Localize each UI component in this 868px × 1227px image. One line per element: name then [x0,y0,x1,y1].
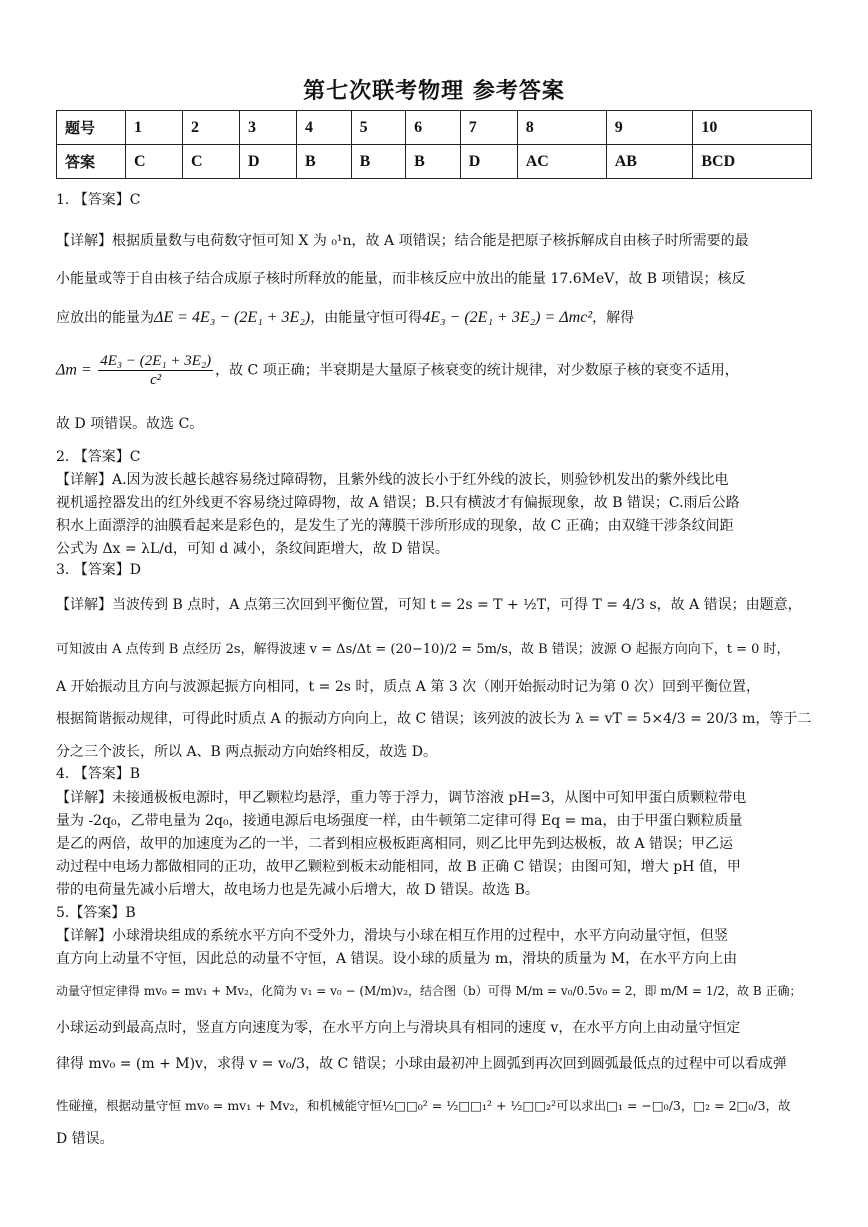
q1-line-4-text: ，故 C 项正确；半衰期是大量原子核衰变的统计规律，对少数原子核的衰变不适用， [215,362,739,379]
table-cell: 5 [351,111,406,145]
table-cell: B [351,145,406,179]
table-cell: 8 [517,111,606,145]
table-cell: 1 [126,111,183,145]
q1-line-3a: 应放出的能量为 [56,310,154,326]
q3-line-2: 可知波由 A 点传到 B 点经历 2s，解得波速 v = Δs/Δt = (20−10)/2 = 5m/s，故 B 错误；波源 O 起振方向向下，t = 0 时， [56,642,790,657]
q4-line-2: 量为 -2q₀，乙带电量为 2q₀，接通电源后电场强度一样，由牛顿第二定律可得 Eq = ma，由于甲蛋白颗粒质量 [56,813,743,829]
q5-line-2: 直方向上动量不守恒，因此总的动量不守恒，A 错误。设小球的质量为 m，滑块的质量为 M，在水平方向上由 [56,951,738,967]
q1-line-3b: ，由能量守恒可得 [310,310,423,326]
table-cell: C [126,145,183,179]
q1-line-3 [56,306,816,330]
q5-line-4: 小球运动到最高点时，竖直方向速度为零，在水平方向上与滑块具有相同的速度 v，在水平方向上由动量守恒定 [56,1020,741,1036]
q4-line-4: 动过程中电场力都做相同的正功，故甲乙颗粒到板末动能相同，故 B 正确 C 错误；由图可知，增大 pH 值，甲 [56,859,741,875]
table-cell: 10 [693,111,812,145]
q5-answer: 5.【答案】B [56,905,136,921]
q1-answer: 1. 【答案】C [56,192,141,208]
q5-line-1: 【详解】小球滑块组成的系统水平方向不受外力，滑块与小球在相互作用的过程中，水平方向动量守恒，但竖 [56,928,728,944]
table-cell: B [406,145,461,179]
answer-table [56,110,812,179]
q5-line-6: 性碰撞，根据动量守恒 mv₀ = mv₁ + Mv₂，和机械能守恒½□□₀² = ½□□₁² + ½□□₂²可以求出□₁ = −□₀/3，□₂ = 2□₀/3，故 [56,1098,791,1113]
q2-line-3: 积水上面漂浮的油膜看起来是彩色的，是发生了光的薄膜干涉所形成的现象，故 C 正确；由双缝干涉条纹间距 [56,518,734,534]
q4-line-1: 【详解】未接通极板电源时，甲乙颗粒均悬浮，重力等于浮力，调节溶液 pH=3，从图中可知甲蛋白质颗粒带电 [56,790,747,806]
q3-line-3: A 开始振动且方向与波源起振方向相同，t = 2s 时，质点 A 第 3 次（刚开始振动时记为第 0 次）回到平衡位置， [56,679,760,695]
answer-row [57,145,812,179]
q2-line-2: 视机遥控器发出的红外线更不容易绕过障碍物，故 A 错误；B.只有横波才有偏振现象，故 B 错误；C.雨后公路 [56,495,740,511]
table-cell: 题号 [57,111,126,145]
q2-answer: 2. 【答案】C [56,449,141,465]
table-cell: 2 [183,111,240,145]
table-cell: C [183,145,240,179]
page-title: 第七次联考物理 参考答案 [303,79,565,104]
q1-line-2-text: 小能量或等于自由核子结合成原子核时所释放的能量，而非核反应中放出的能量 17.6MeV，故 B 项错误；核反 [56,271,746,287]
fraction-numerator: 4E₃ − (2E₁ + 3E₂) [100,353,212,369]
table-cell: BCD [693,145,812,179]
question-number-row [57,111,812,145]
q4-line-3: 是乙的两倍，故甲的加速度为乙的一半，二者到相应极板距离相同，则乙比甲先到达极板，故 A 错误；甲乙运 [56,836,734,852]
q5-line-3: 动量守恒定律得 mv₀ = mv₁ + Mv₂，化简为 v₁ = v₀ − (M/m)v₂，结合图（b）可得 M/m = v₀/0.5v₀ = 2，即 m/M = 1/2，故 B 正确； [56,984,802,998]
table-cell: 7 [460,111,517,145]
q3-line-4: 根据简谐振动规律，可得此时质点 A 的振动方向向上，故 C 错误；该列波的波长为 λ = vT = 5×4/3 = 20/3 m，等于二 [56,711,812,727]
conservation-equation: 4E₃ − (2E₁ + 3E₂) = Δmc² [422,309,593,326]
q4-line-5: 带的电荷量先减小后增大，故电场力也是先减小后增大，故 D 错误。故选 B。 [56,882,539,898]
table-cell: 6 [406,111,461,145]
table-cell: D [240,145,297,179]
q1-line-4 [56,352,816,389]
table-cell: 3 [240,111,297,145]
q1-line-3c: ，解得 [592,310,635,326]
q2-line-1: 【详解】A.因为波长越长越容易绕过障碍物，且紫外线的波长小于红外线的波长，则验钞机发出的紫外线比电 [56,472,729,488]
table-cell: 9 [606,111,693,145]
q4-answer: 4. 【答案】B [56,766,141,782]
q5-line-7: D 错误。 [56,1131,114,1147]
table-cell: AC [517,145,606,179]
q3-line-1: 【详解】当波传到 B 点时，A 点第三次回到平衡位置，可知 t = 2s = T + ½T，可得 T = 4/3 s，故 A 错误；由题意， [56,597,802,613]
q1-line-5: 故 D 项错误。故选 C。 [56,416,204,432]
table-cell: 4 [297,111,352,145]
table-cell: B [297,145,352,179]
q2-line-4: 公式为 Δx = λL/d，可知 d 减小，条纹间距增大，故 D 错误。 [56,541,449,557]
table-cell: AB [606,145,693,179]
q3-answer: 3. 【答案】D [56,562,142,578]
q3-line-5: 分之三个波长，所以 A、B 两点振动方向始终相反，故选 D。 [56,744,437,760]
mass-defect-lhs: Δm = [56,361,92,379]
q1-line-1-text: 【详解】根据质量数与电荷数守恒可知 X 为 ₀¹n，故 A 项错误；结合能是把原子核拆解成自由核子时所需要的最 [56,233,749,249]
energy-equation: ΔE = 4E₃ − (2E₁ + 3E₂) [154,309,311,326]
q1-line-2 [56,267,816,291]
mass-defect-fraction [98,352,213,389]
table-cell: 答案 [57,145,126,179]
q5-line-5: 律得 mv₀ = (m + M)v，求得 v = v₀/3，故 C 错误；小球由最初冲上圆弧到再次回到圆弧最低点的过程中可以看成弹 [56,1056,787,1072]
table-cell: D [460,145,517,179]
q1-line-1 [56,229,816,253]
fraction-denominator: c² [150,372,162,388]
